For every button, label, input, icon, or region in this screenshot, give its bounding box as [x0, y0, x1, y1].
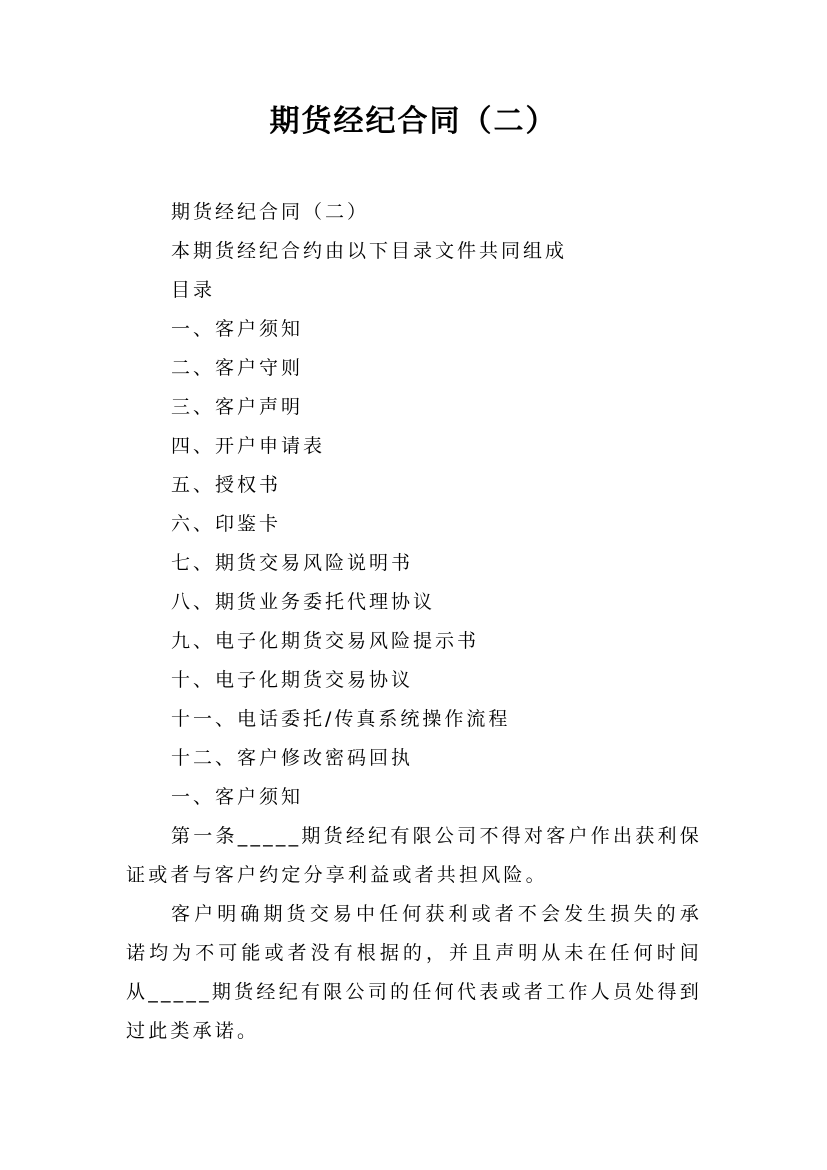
toc-line: 三、客户声明	[171, 396, 304, 418]
toc-line: 六、印鉴卡	[171, 513, 282, 535]
toc-line: 期货经纪合同（二）	[171, 201, 370, 223]
body-paragraph: 客户明确期货交易中任何获利或者不会发生损失的承诺均为不可能或者没有根据的，并且声明从未在任何时间从_____期货经纪有限公司的任何代表或者工作人员处得到过此类承诺。	[126, 903, 702, 1042]
toc-line: 十二、客户修改密码回执	[171, 747, 414, 769]
toc-line: 五、授权书	[171, 474, 282, 496]
toc-line: 目录	[171, 279, 216, 301]
toc-line: 十、电子化期货交易协议	[171, 669, 414, 691]
toc-line: 七、期货交易风险说明书	[171, 552, 414, 574]
body-paragraph: 第一条_____期货经纪有限公司不得对客户作出获利保证或者与客户约定分享利益或者共担风险。	[126, 825, 702, 886]
section-heading: 一、客户须知	[171, 786, 304, 808]
toc-line: 四、开户申请表	[171, 435, 326, 457]
toc-line: 二、客户守则	[171, 357, 304, 379]
document-body	[126, 193, 702, 1051]
toc-line: 九、电子化期货交易风险提示书	[171, 630, 480, 652]
toc-line: 十一、电话委托/传真系统操作流程	[171, 708, 511, 730]
document-title: 期货经纪合同（二）	[269, 104, 558, 139]
toc-line: 本期货经纪合约由以下目录文件共同组成	[171, 240, 568, 262]
toc-line: 一、客户须知	[171, 318, 304, 340]
toc-line: 八、期货业务委托代理协议	[171, 591, 436, 613]
